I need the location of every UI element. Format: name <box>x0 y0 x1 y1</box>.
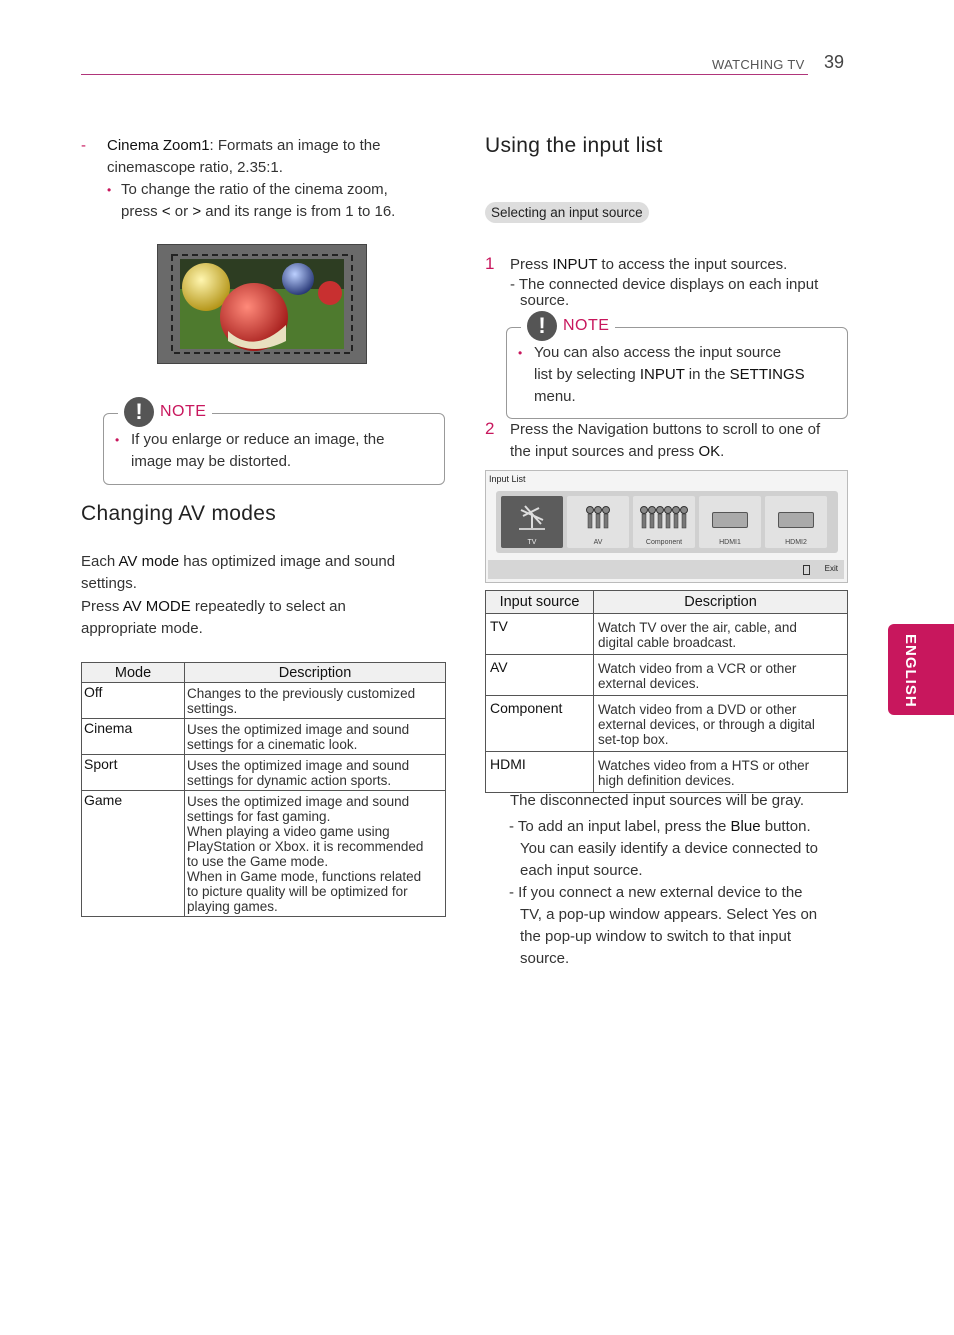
bullet: • <box>107 183 112 197</box>
input-list-screen <box>485 470 848 583</box>
tip-press: press <box>121 203 162 220</box>
component-connector-icon <box>640 504 688 532</box>
p1-d: settings. <box>81 575 137 592</box>
tip-range: and its range is from 1 to 16. <box>201 203 396 220</box>
input-tile[interactable] <box>567 496 629 548</box>
table-row <box>486 696 848 752</box>
note-left-line1: If you enlarge or reduce an image, the <box>131 431 385 448</box>
input-tile-label: AV <box>593 539 603 546</box>
after3-a: - If you connect a new external device to the <box>509 884 803 901</box>
description-cell <box>185 719 446 755</box>
description-cell <box>185 791 446 917</box>
input-tile-label: Component <box>645 539 683 546</box>
step1-sub2: source. <box>520 292 570 309</box>
input-tile[interactable] <box>501 496 563 548</box>
source-cell: TV <box>486 614 594 655</box>
step2-d: . <box>720 443 725 460</box>
table-row <box>82 719 446 755</box>
p1-c: has optimized image and sound <box>179 553 396 570</box>
note-right-line1: You can also access the input source <box>534 344 782 361</box>
after2-c: button. <box>760 818 811 835</box>
after3-d: source. <box>520 950 570 967</box>
hdmi-port-icon <box>712 512 748 528</box>
input-tile[interactable] <box>765 496 827 548</box>
note-text-left <box>115 429 435 473</box>
source-cell: Component <box>486 696 594 752</box>
step-1 <box>485 253 847 309</box>
after2-e: each input source. <box>520 862 643 879</box>
input-term: INPUT <box>639 366 685 383</box>
description-line: Watch video from a DVD or other <box>598 702 797 717</box>
table-row <box>486 752 848 793</box>
antenna-icon <box>519 504 545 530</box>
av-modes-intro <box>81 551 441 640</box>
description-line: Uses the optimized image and sound <box>187 758 410 773</box>
description-line: to picture quality will be optimized for <box>187 884 408 899</box>
av-mode-table <box>81 662 446 917</box>
table-header: Description <box>185 663 446 683</box>
description-line: external devices. <box>598 676 700 691</box>
exclamation-icon: ! <box>527 311 557 341</box>
note-label-right: NOTE <box>563 317 610 334</box>
description-cell <box>594 752 848 793</box>
header-rule <box>81 74 808 75</box>
description-line: settings for fast gaming. <box>187 809 331 824</box>
step1-c: to access the input sources. <box>597 256 788 273</box>
av-modes-heading: Changing AV modes <box>81 502 277 525</box>
cinema-zoom-term: Cinema Zoom1 <box>107 137 210 154</box>
greater-than-key: > <box>192 203 202 220</box>
note-header-right <box>521 311 615 341</box>
after3-c: the pop-up window to switch to that input <box>520 928 791 945</box>
step-2 <box>485 418 847 463</box>
description-line: Changes to the previously customized <box>187 686 416 701</box>
p2-d: appropriate mode. <box>81 620 203 637</box>
table-row <box>82 683 446 719</box>
hdmi-port-icon <box>778 512 814 528</box>
input-list-screen-title: Input List <box>489 474 526 484</box>
input-tile-label: TV <box>527 539 537 546</box>
cinema-zoom-desc1: : Formats an image to the <box>209 137 381 154</box>
description-line: digital cable broadcast. <box>598 635 737 650</box>
input-list-heading: Using the input list <box>485 134 663 157</box>
description-line: When playing a video game using <box>187 824 390 839</box>
input-tile-label: HDMI2 <box>785 539 807 546</box>
description-line: PlayStation or Xbox. it is recommended <box>187 839 424 854</box>
settings-term: SETTINGS <box>729 366 805 383</box>
description-cell <box>594 655 848 696</box>
description-line: set-top box. <box>598 732 669 747</box>
description-line: external devices, or through a digital <box>598 717 815 732</box>
p2-c: repeatedly to select an <box>190 598 346 615</box>
input-tile[interactable] <box>633 496 695 548</box>
section-pill: Selecting an input source <box>485 202 649 223</box>
exit-button[interactable]: Exit <box>824 564 838 573</box>
step2-b: the input sources and press <box>510 443 699 460</box>
note-right-2a: list by selecting <box>534 366 640 383</box>
step-number: 2 <box>485 419 495 438</box>
after3-b: TV, a pop-up window appears. Select Yes on <box>520 906 818 923</box>
note-right-2c: in the <box>684 366 730 383</box>
less-than-key: < <box>161 203 171 220</box>
dash: - <box>81 137 86 154</box>
table-row <box>486 655 848 696</box>
p1-a: Each <box>81 553 119 570</box>
blue-key: Blue <box>730 818 761 835</box>
after2-d: You can easily identify a device connected to <box>520 840 818 857</box>
after2-a: - To add an input label, press the <box>509 818 731 835</box>
step-number: 1 <box>485 254 495 273</box>
exclamation-icon: ! <box>124 397 154 427</box>
language-tab <box>888 624 954 715</box>
mode-cell: Cinema <box>82 719 185 755</box>
description-line: When in Game mode, functions related <box>187 869 422 884</box>
step1-sub1: - The connected device displays on each input <box>510 276 819 293</box>
av-connector-icon <box>586 504 610 532</box>
av-mode-term: AV mode <box>118 553 180 570</box>
table-row <box>486 614 848 655</box>
description-cell <box>594 696 848 752</box>
table-header: Mode <box>82 663 185 683</box>
cinema-zoom-item <box>81 135 441 223</box>
description-line: Uses the optimized image and sound <box>187 794 410 809</box>
billiard-balls-illustration <box>158 245 366 363</box>
description-cell <box>185 683 446 719</box>
language-tab-label: ENGLISH <box>902 634 919 708</box>
input-tile-label: HDMI1 <box>719 539 741 546</box>
input-tile[interactable] <box>699 496 761 548</box>
cinema-zoom-image <box>157 244 367 364</box>
source-cell: HDMI <box>486 752 594 793</box>
after-line1: The disconnected input sources will be gray. <box>510 792 805 809</box>
description-line: Uses the optimized image and sound <box>187 722 410 737</box>
ok-key: OK <box>698 443 721 460</box>
description-line: settings for dynamic action sports. <box>187 773 392 788</box>
description-line: Watch video from a VCR or other <box>598 661 797 676</box>
description-line: Watch TV over the air, cable, and <box>598 620 797 635</box>
description-line: to use the Game mode. <box>187 854 329 869</box>
description-line: settings. <box>187 701 238 716</box>
input-key: INPUT <box>552 256 598 273</box>
table-header: Input source <box>486 591 594 614</box>
p2-a: Press <box>81 598 123 615</box>
description-line: high definition devices. <box>598 773 735 788</box>
note-text-right <box>518 342 843 408</box>
note-left-line2: image may be distorted. <box>131 453 292 470</box>
description-line: settings for a cinematic look. <box>187 737 358 752</box>
step2-a: Press the Navigation buttons to scroll to one of <box>510 421 821 438</box>
mode-cell: Off <box>82 683 185 719</box>
after-notes <box>485 790 847 970</box>
input-source-table <box>485 590 848 793</box>
description-line: playing games. <box>187 899 278 914</box>
description-line: Watches video from a HTS or other <box>598 758 810 773</box>
bullet: • <box>115 433 120 447</box>
cinema-zoom-tip1: To change the ratio of the cinema zoom, <box>121 181 388 198</box>
exit-icon <box>803 565 810 575</box>
mode-cell: Game <box>82 791 185 917</box>
note-label-left: NOTE <box>160 403 207 420</box>
table-header: Description <box>594 591 848 614</box>
av-mode-key: AV MODE <box>122 598 191 615</box>
step1-a: Press <box>510 256 553 273</box>
table-row <box>82 791 446 917</box>
tip-or: or <box>170 203 193 220</box>
source-cell: AV <box>486 655 594 696</box>
cinema-zoom-desc2: cinemascope ratio, 2.35:1. <box>107 159 283 176</box>
description-cell <box>594 614 848 655</box>
note-right-line3: menu. <box>534 388 576 405</box>
page-number: 39 <box>824 52 845 72</box>
note-header-left <box>118 397 212 427</box>
table-row <box>82 755 446 791</box>
input-list-footer <box>488 560 844 579</box>
mode-cell: Sport <box>82 755 185 791</box>
section-title: WATCHING TV <box>712 57 805 72</box>
bullet: • <box>518 346 523 360</box>
description-cell <box>185 755 446 791</box>
